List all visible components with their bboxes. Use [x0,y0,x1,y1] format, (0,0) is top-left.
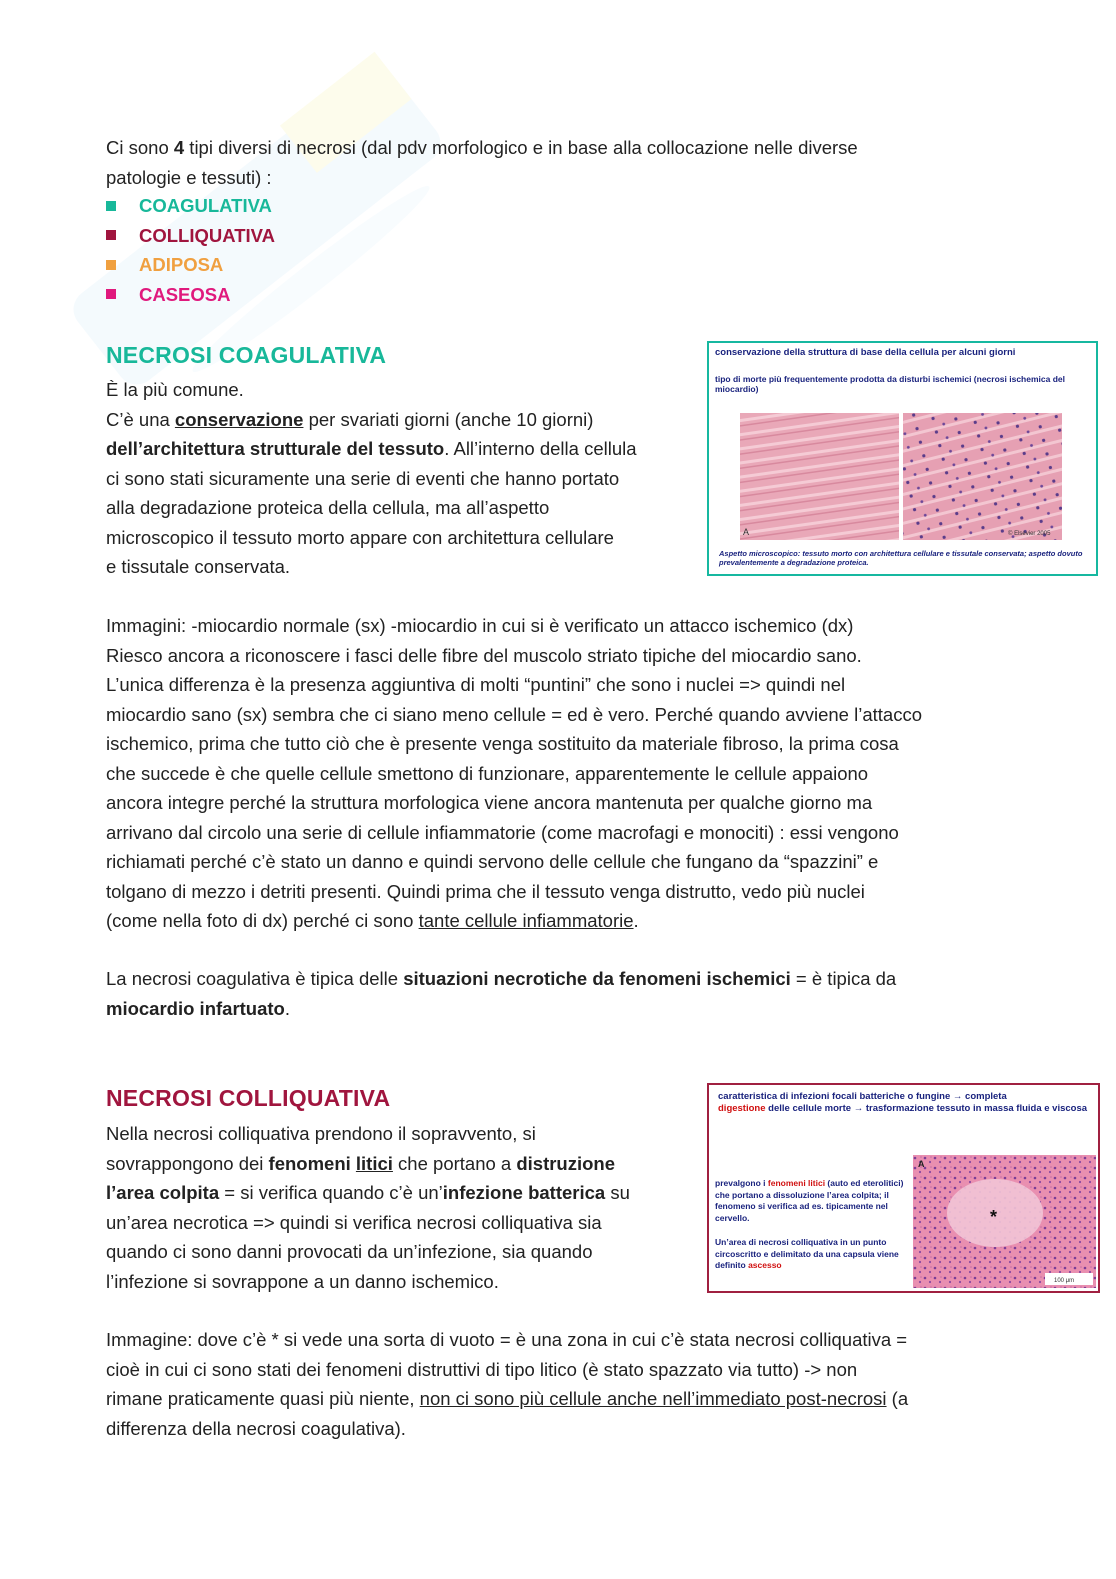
panel-label: A [918,1159,925,1169]
text-span: delle cellule morte → trasformazione tessuto in massa fluida e viscosa [765,1103,1088,1114]
text-line: un’area necrotica => quindi si verifica necrosi colliquativa sia [106,1211,602,1233]
text-line: Immagine: dove c’è * si vede una sorta di vuoto = è una zona in cui c’è stata necrosi colliquativa = [106,1329,908,1350]
bullet-square-icon [106,260,116,270]
images-explanation [106,611,1006,936]
text-line: differenza della necrosi coagulativa). [106,1417,406,1439]
bullet-square-icon [106,289,116,299]
text-line: microscopico il tessuto morto appare con architettura cellulare [106,526,614,548]
figure-coagulative-necrosis [707,341,1098,576]
text-span: (a [886,1388,909,1409]
text-span: sovrappongono dei [106,1152,269,1174]
colliquativa-image-explanation [106,1325,1016,1443]
text-line: alla degradazione proteica della cellula, ma all’aspetto [106,497,550,518]
text-line: che succede è che quelle cellule smettono di funzionare, apparentemente le cellule appaiono [106,762,869,784]
figure-caption-side [715,1178,910,1224]
text-line: patologie e tessuti) : [106,166,272,188]
text-span: = è tipica da [790,968,897,989]
list-item [106,221,275,251]
text-span: Ci sono [106,137,174,158]
text-line: ischemico, prima che tutto ciò che è presente venga sostituito da materiale fibroso, la prima cosa [106,733,899,754]
text-span: Un’area di necrosi colliquativa in un punto circoscritto e delimitato da una capsula viene definito [715,1237,899,1270]
bold-term: fenomeni [268,1152,356,1174]
highlight-term: fenomeni litici [767,1178,826,1188]
highlight-term: digestione [718,1103,766,1114]
text-line: L’unica differenza è la presenza aggiuntiva di molti “puntini” che sono i nuclei => quindi nel [106,674,846,695]
text-line: Riesco ancora a riconoscere i fasci delle fibre del muscolo striato tipiche del miocardio sano. [106,644,862,666]
bullet-square-icon [106,230,116,240]
bold-term: infezione batterica [442,1182,606,1203]
bold-term: miocardio infartuato [106,997,285,1019]
list-item [106,191,275,221]
text-span: . [633,910,639,931]
section-coagulativa-text [106,375,696,582]
list-item-label: COAGULATIVA [139,195,272,216]
coagulativa-summary [106,964,1006,1023]
bold-count: 4 [173,137,185,158]
text-span: . All’interno della cellula [444,438,637,459]
text-line: tolgano di mezzo i detriti presenti. Quindi prima che il tessuto venga distrutto, vedo più nuclei [106,880,865,902]
text-span: per svariati giorni (anche 10 giorni) [303,408,594,430]
list-item-label: CASEOSA [139,283,231,305]
text-line: l’infezione si sovrappone a un danno ischemico. [106,1270,499,1292]
asterisk-marker: * [990,1207,998,1227]
text-line: Nella necrosi colliquativa prendono il sopravvento, si [106,1123,536,1144]
figure-colliquative-necrosis [707,1083,1100,1293]
highlight-term: ascesso [748,1260,782,1270]
list-item-label: COLLIQUATIVA [139,224,275,246]
text-span: . [284,997,290,1019]
figure-caption-title [718,1091,1090,1115]
figure-caption-abscess [715,1237,910,1272]
text-span: prevalgono i [715,1178,768,1188]
text-span: = si verifica quando c’è un’ [219,1182,443,1203]
text-span: caratteristica di infezioni focali batteriche o fungine → completa [718,1091,1007,1102]
bold-term: distruzione [516,1152,616,1174]
figure-caption-title: conservazione della struttura di base della cellula per alcuni giorni [715,347,1016,358]
text-line: miocardio sano (sx) sembra che ci siano meno cellule = ed è vero. Perché quando avviene l’attacco [106,703,922,725]
list-item [106,280,275,310]
micrograph-image [913,1155,1096,1288]
underlined-term: non ci sono più cellule anche nell’immediato post-necrosi [419,1388,887,1409]
panel-label: A [743,527,750,537]
text-line: ci sono stati sicuramente una serie di eventi che hanno portato [106,467,620,489]
figure-caption: tipo di morte più frequentemente prodotta da disturbi ischemici (necrosi ischemica del miocardio) [715,374,1065,394]
necrosis-types-list [106,191,275,309]
text-span: tipi diversi di necrosi (dal pdv morfologico e in base alla collocazione nelle diverse [184,137,858,158]
text-span: C’è una [106,408,175,430]
underlined-term: tante cellule infiammatorie [418,910,634,931]
text-span: (auto ed eterolitici) che portano a dissoluzione l’area colpita; il fenomeno si verifica ad es. tipicamente nel cervello. [715,1178,904,1223]
underlined-term: conservazione [174,408,304,430]
section-colliquativa-text [106,1119,696,1296]
text-span: che portano a [392,1152,517,1174]
micrograph-image [740,413,1062,540]
text-span: (come nella foto di dx) perché ci sono [106,910,419,931]
section-heading-coagulativa: NECROSI COAGULATIVA [106,342,387,368]
intro-text [106,133,858,192]
text-line: quando ci sono danni provocati da un’infezione, sia quando [106,1241,593,1262]
list-item [106,250,275,280]
scale-bar-label: 100 μm [1054,1278,1075,1284]
text-line: ancora integre perché la struttura morfologica viene ancora mantenuta per qualche giorno ma [106,792,873,813]
text-line: arrivano dal circolo una serie di cellule infiammatorie (come macrofagi e monociti) : essi vengono [106,821,899,843]
text-line: e tissutale conservata. [106,556,291,577]
publisher-credit: © Elsevier 2005 [1008,531,1051,537]
text-line: È la più comune. [106,379,244,400]
figure-caption-bottom: Aspetto microscopico: tessuto morto con architettura cellulare e tissutale conservata; aspetto dovuto prevalentemente a degradazione proteica. [719,549,1083,567]
text-line: cioè in cui ci sono stati dei fenomeni distruttivi di tipo litico (è stato spazzato via tutto) -> non [106,1358,858,1380]
underlined-term: litici [355,1152,393,1174]
text-span: rimane praticamente quasi più niente, [106,1388,420,1409]
bold-term: situazioni necrotiche da fenomeni ischemici [403,968,791,989]
section-heading-colliquativa: NECROSI COLLIQUATIVA [106,1085,391,1111]
text-line: Immagini: -miocardio normale (sx) -miocardio in cui si è verificato un attacco ischemico (dx) [106,615,854,636]
text-line: richiamati perché c’è stato un danno e quindi servono delle cellule che fungano da “spazzini” e [106,851,879,872]
bold-term: l’area colpita [106,1182,220,1203]
list-item-label: ADIPOSA [139,254,224,275]
text-span: La necrosi coagulativa è tipica delle [106,968,404,989]
bullet-square-icon [106,201,116,211]
text-span: su [605,1182,630,1203]
bold-term: dell’architettura strutturale del tessuto [106,438,445,459]
